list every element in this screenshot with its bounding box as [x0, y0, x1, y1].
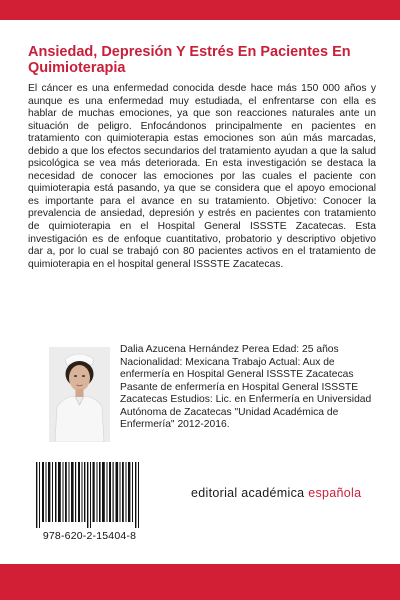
barcode — [32, 460, 147, 548]
book-title: Ansiedad, Depresión Y Estrés En Pacientes En Quimioterapia — [28, 44, 351, 76]
author-photo — [49, 347, 110, 442]
publisher-name: editorial académica — [191, 486, 305, 500]
top-color-band — [0, 0, 400, 20]
publisher-name-accent: española — [308, 486, 362, 500]
bottom-color-band — [0, 564, 400, 600]
publisher-logo — [191, 486, 391, 500]
isbn-number: 978-620-2-15404-8 — [42, 530, 137, 542]
author-bio: Dalia Azucena Hernández Perea Edad: 25 años Nacionalidad: Mexicana Trabajo Actual: Aux de enfermería en Hospital General ISSSTE Zacatecas Pasante de enfermería en Hospital General ISSSTE Zacatecas Estudios: Lic. en Enfermería en Universidad Autónoma de Zacatecas "Unidad Académica de Enfermería" 2012-2016. — [120, 344, 372, 430]
book-description: El cáncer es una enfermedad conocida desde hace más 150 000 años y aunque es una enfermedad muy estudiada, el enfrentarse con ella es hablar de muchas emociones, ya que son reacciones naturales ante un situación de peligro. Enfocándonos principalmente en pacientes en tratamiento con quimioterapia estas emociones son aún más marcadas, debido a que los efectos secundarios del tratamiento ayudan a que la salud psicológica se vea más deteriorada. En esta investigación se destaca la necesidad de conocer las emociones por las cuales el paciente con quimioterapia está pasando, ya que se considera que el apoyo emocional es importante para el avance en su tratamiento. Objetivo: Conocer la prevalencia de ansiedad, depresión y estrés en pacientes con tratamiento de quimioterapia en el Hospital General ISSSTE Zacatecas. Esta investigación es de enfoque cuantitativo, probatorio y descriptivo objetivo dar a, por lo cual se trabajó con 80 pacientes activos en el tratamiento de quimioterapia en el hospital general ISSSTE Zacatecas. — [28, 83, 376, 270]
